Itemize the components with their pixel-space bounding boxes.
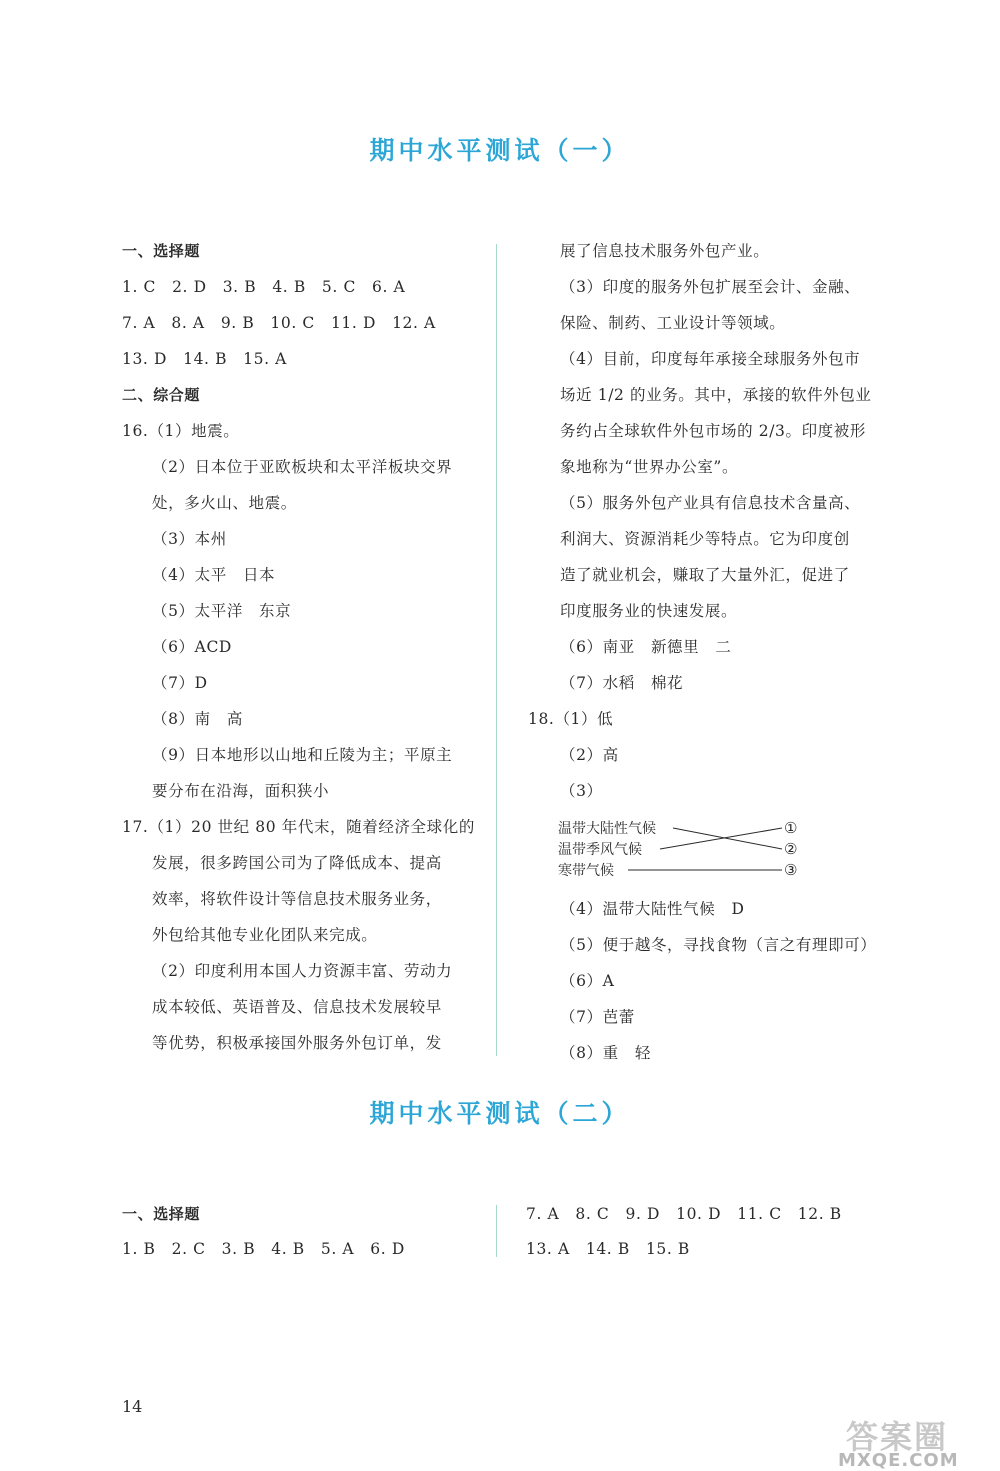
answer-line: 造了就业机会，赚取了大量外汇，促进了: [560, 566, 850, 584]
answer-line: 利润大、资源消耗少等特点。它为印度创: [560, 530, 850, 548]
answer-line: 印度服务业的快速发展。: [560, 602, 738, 620]
section-heading: 二、综合题: [122, 386, 201, 404]
answer-line: 等优势，积极承接国外服务外包订单，发: [152, 1034, 442, 1052]
answer-line: （3）: [560, 782, 603, 800]
watermark-url: MXQE.COM: [838, 1450, 959, 1471]
answer-line: （5）太平洋 东京: [152, 602, 292, 620]
answer-line: 16.（1）地震。: [122, 422, 240, 440]
answer-line: （6）南亚 新德里 二: [560, 638, 732, 656]
answer-line: （2）印度利用本国人力资源丰富、劳动力: [152, 962, 453, 980]
climate-marker-2: ②: [784, 840, 798, 858]
answer-line: 17.（1）20 世纪 80 年代末，随着经济全球化的: [122, 818, 475, 836]
climate-marker-1: ①: [784, 819, 798, 837]
answer-line: 处，多火山、地震。: [152, 494, 297, 512]
test2-title: 期中水平测试（二）: [369, 1099, 631, 1128]
answer-line: （9）日本地形以山地和丘陵为主；平原主: [152, 746, 453, 764]
answer-line: （2）日本位于亚欧板块和太平洋板块交界: [152, 458, 453, 476]
answer-line: 外包给其他专业化团队来完成。: [152, 926, 378, 944]
answer-line: 要分布在沿海，面积狭小: [152, 782, 330, 800]
answer-line: 1. C 2. D 3. B 4. B 5. C 6. A: [122, 278, 406, 296]
answer-line: 13. A 14. B 15. B: [526, 1240, 690, 1258]
column-divider-2: [496, 1205, 497, 1257]
column-divider-1: [496, 244, 497, 1056]
section-heading: 一、选择题: [122, 242, 201, 260]
climate-label-2: 温带季风气候: [558, 842, 642, 858]
answer-line: （3）本州: [152, 530, 227, 548]
answer-line: 13. D 14. B 15. A: [122, 350, 287, 368]
answer-line: （7）水稻 棉花: [560, 674, 684, 692]
answer-line: （7）D: [152, 674, 208, 692]
answer-line: 展了信息技术服务外包产业。: [560, 242, 770, 260]
answer-line: （4）目前，印度每年承接全球服务外包市: [560, 350, 861, 368]
answer-line: （8）重 轻: [560, 1044, 651, 1062]
answer-line: （8）南 高: [152, 710, 243, 728]
page-number: 14: [122, 1397, 143, 1416]
watermark-text: 答案圈: [846, 1418, 949, 1456]
answer-line: 1. B 2. C 3. B 4. B 5. A 6. D: [122, 1240, 405, 1258]
answer-line: 发展，很多跨国公司为了降低成本、提高: [152, 854, 442, 872]
answer-line: 效率，将软件设计等信息技术服务业务，: [152, 890, 442, 908]
climate-marker-3: ③: [784, 861, 798, 879]
answer-line: 7. A 8. C 9. D 10. D 11. C 12. B: [526, 1205, 842, 1223]
answer-line: （6）ACD: [152, 638, 232, 656]
answer-line: （7）芭蕾: [560, 1008, 635, 1026]
answer-line: （5）便于越冬，寻找食物（言之有理即可）: [560, 936, 877, 954]
answer-line: （4）太平 日本: [152, 566, 276, 584]
answer-line: 18.（1）低: [528, 710, 614, 728]
climate-match-diagram: [558, 817, 808, 883]
answer-line: 场近 1/2 的业务。其中，承接的软件外包业: [560, 386, 872, 404]
answer-line: （2）高: [560, 746, 619, 764]
climate-label-1: 温带大陆性气候: [558, 821, 656, 837]
answer-line: 保险、制药、工业设计等领域。: [560, 314, 786, 332]
section-heading: 一、选择题: [122, 1205, 201, 1223]
answer-line: （6）A: [560, 972, 615, 990]
climate-label-3: 寒带气候: [558, 863, 614, 879]
answer-line: 7. A 8. A 9. B 10. C 11. D 12. A: [122, 314, 436, 332]
test1-title: 期中水平测试（一）: [369, 136, 631, 165]
answer-line: 成本较低、英语普及、信息技术发展较早: [152, 998, 442, 1016]
answer-line: （4）温带大陆性气候 D: [560, 900, 745, 918]
answer-line: （3）印度的服务外包扩展至会计、金融、: [560, 278, 861, 296]
watermark-logo: [838, 1412, 998, 1470]
answer-line: 象地称为“世界办公室”。: [560, 458, 739, 476]
answer-line: 务约占全球软件外包市场的 2/3。印度被形: [560, 422, 866, 440]
answer-line: （5）服务外包产业具有信息技术含量高、: [560, 494, 861, 512]
